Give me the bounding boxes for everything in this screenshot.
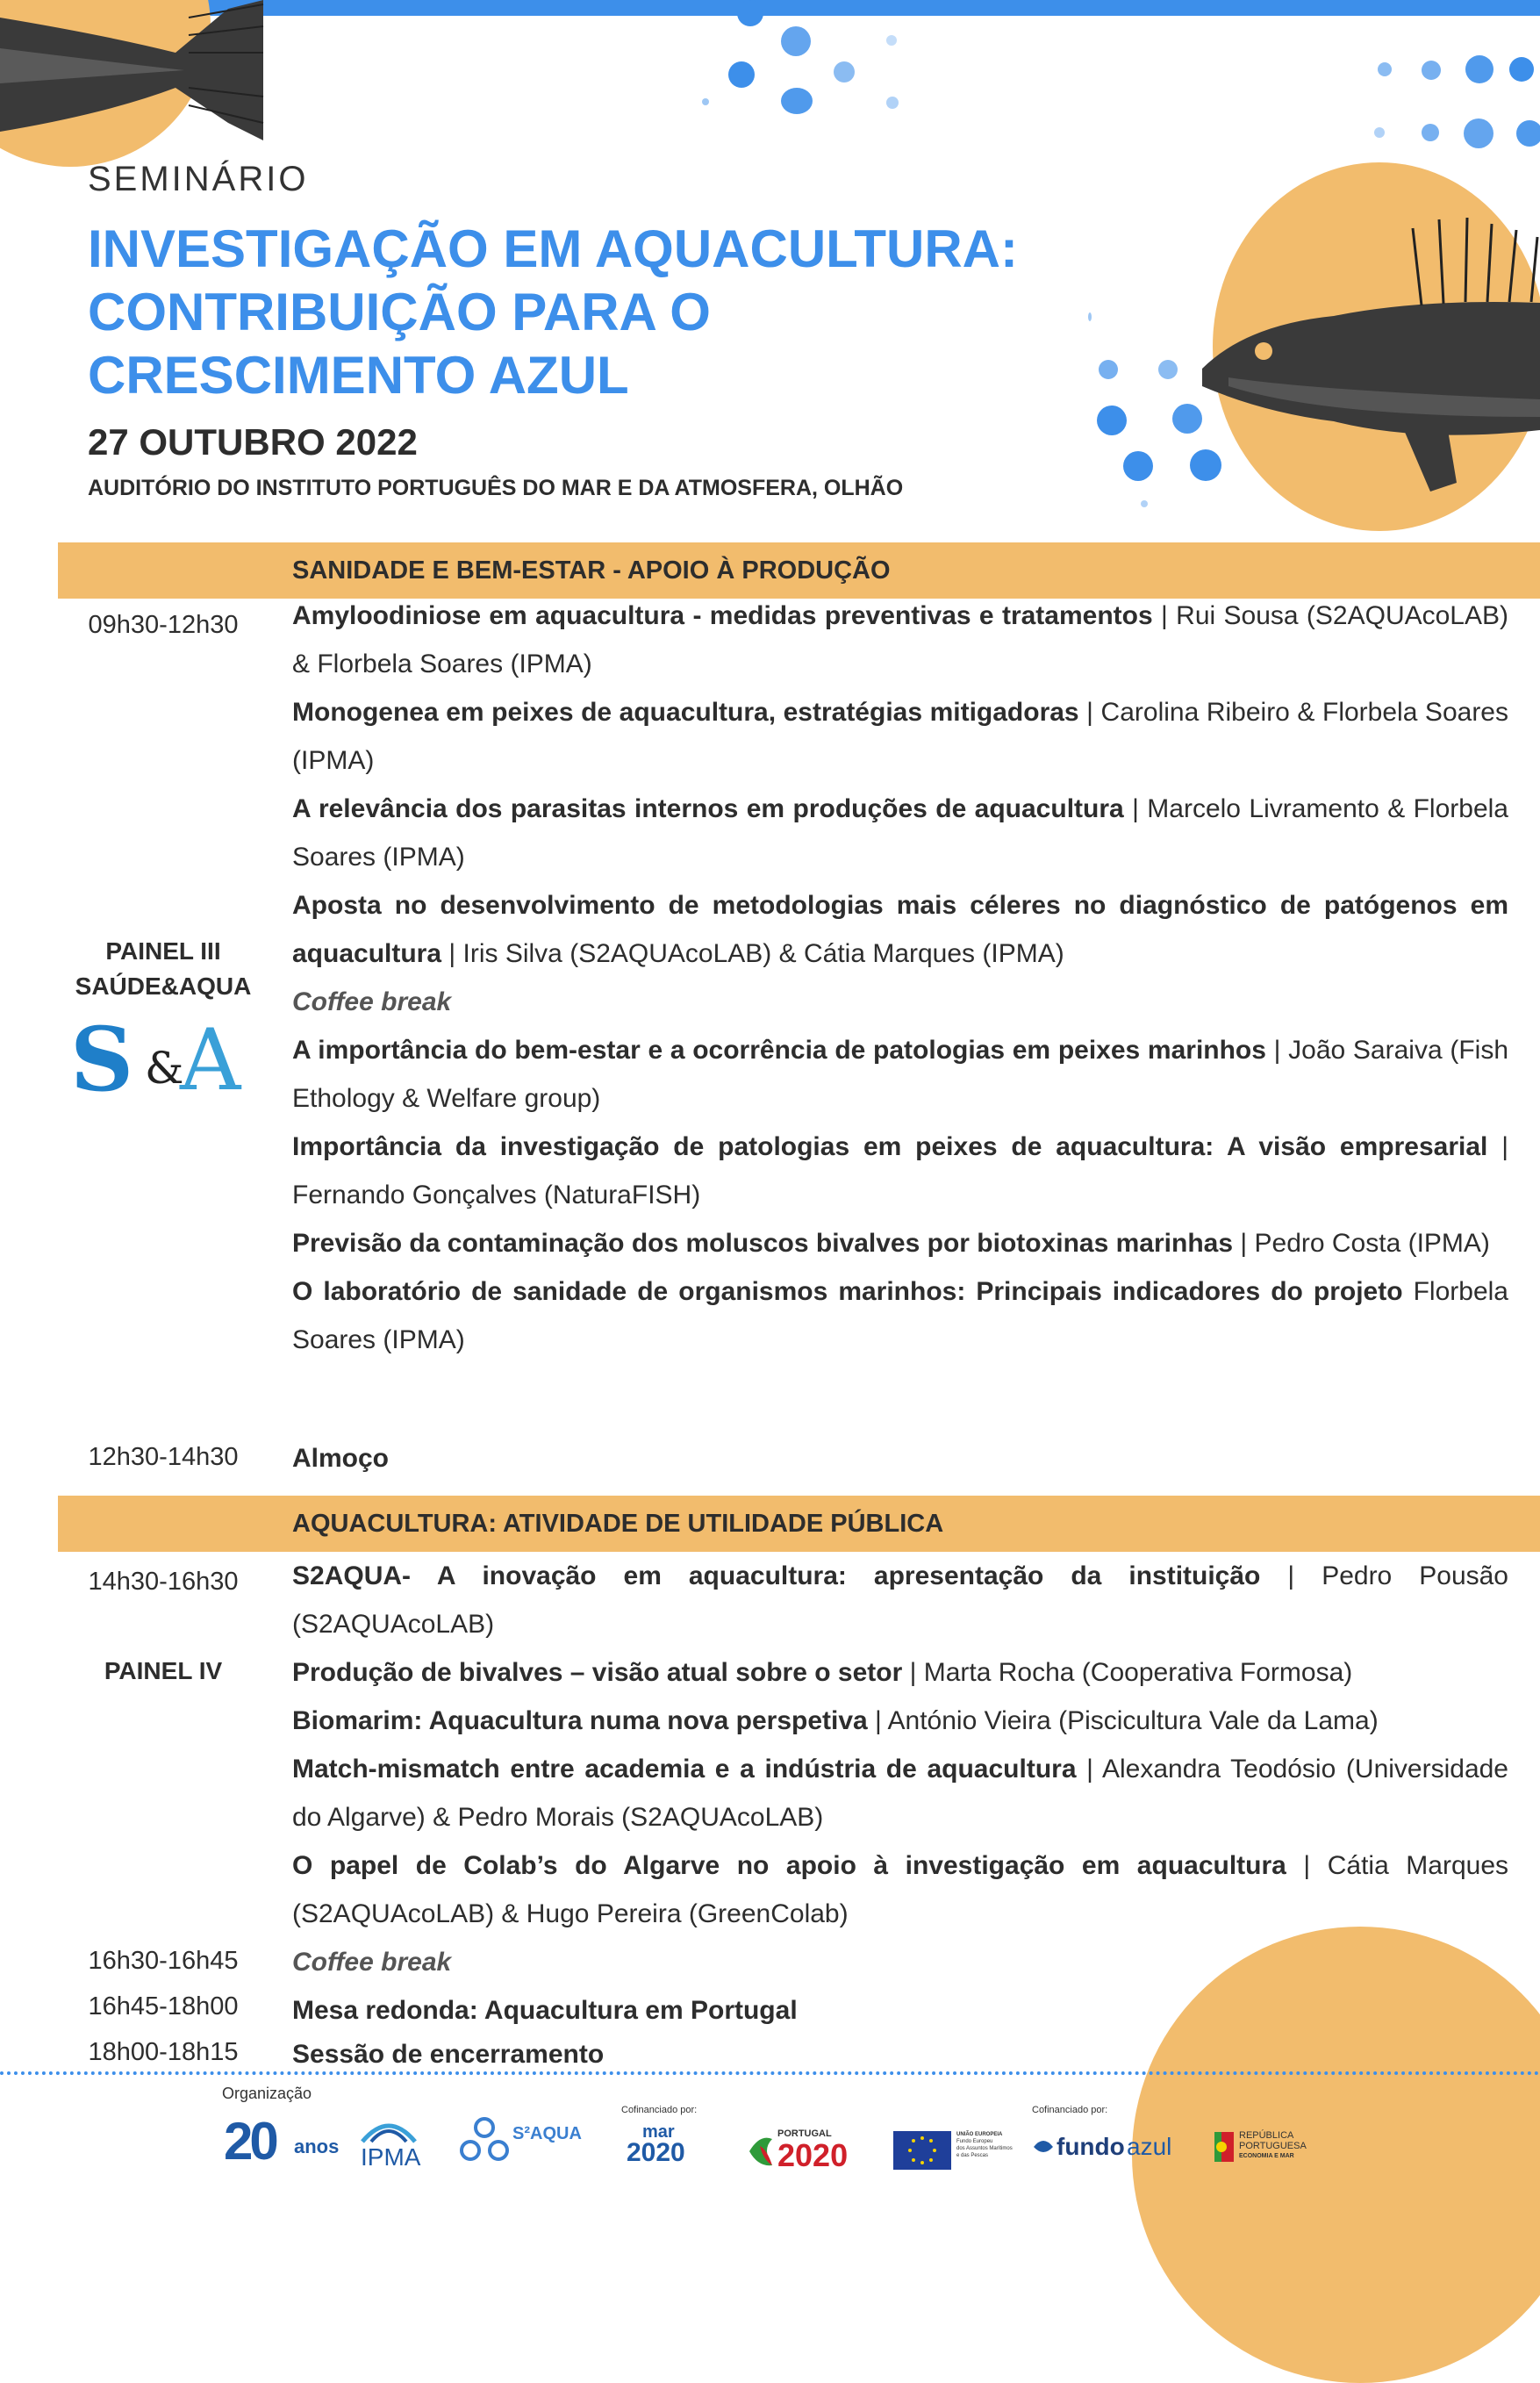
logo-republica-portuguesa: REPÚBLICA PORTUGUESA ECONOMIA E MAR: [1214, 2128, 1320, 2169]
program-item: S2AQUA- A inovação em aquacultura: apresentação da instituição | Pedro Pousão (S2AQUAcoLAB): [292, 1561, 1508, 1639]
program-item: Match-mismatch entre academia e a indústria de aquacultura | Alexandra Teodósio (Universidade do Algarve) & Pedro Morais (S2AQUAcoLAB): [292, 1755, 1508, 1832]
program-item: A importância do bem-estar e a ocorrência de patologias em peixes marinhos | João Saraiva (Fish Ethology & Welfare group): [292, 1036, 1508, 1113]
s2aqua-molecule-icon: [458, 2115, 511, 2164]
closing-round-table: Mesa redonda: Aquacultura em Portugal: [292, 1996, 798, 2025]
program-item: Previsão da contaminação dos moluscos bivalves por biotoxinas marinhas | Pedro Costa (IPMA): [292, 1229, 1490, 1258]
program-item: Aposta no desenvolvimento de metodologias mais céleres no diagnóstico de patógenos em aquacultura | Iris Silva (S2AQUAcoLAB) & Cátia Marques (IPMA): [292, 891, 1508, 968]
program-item: Importância da investigação de patologias em peixes de aquacultura: A visão empresarial | Fernando Gonçalves (NaturaFISH): [292, 1132, 1508, 1209]
closing-coffee-break: Coffee break: [292, 1948, 452, 1977]
fish-tail-illustration: [0, 0, 272, 167]
ipma-wave-icon: [358, 2114, 419, 2143]
lunch-label: Almoço: [292, 1444, 390, 1473]
cofinanciado-label: Cofinanciado por:: [621, 2105, 698, 2115]
program-item: Monogenea em peixes de aquacultura, estratégias mitigadoras | Carolina Ribeiro & Florbela Soares (IPMA): [292, 698, 1508, 775]
title-line: INVESTIGAÇÃO EM AQUACULTURA:: [88, 219, 1018, 278]
logo-fundo-azul: fundo azul: [1032, 2128, 1181, 2163]
cofinanciado-label: Cofinanciado por:: [1032, 2105, 1108, 2115]
session-time: 09h30-12h30: [88, 611, 239, 639]
panel-label: PAINEL III SAÚDE&AQUA: [75, 937, 252, 1000]
event-kicker: SEMINÁRIO: [88, 160, 309, 198]
logo-uniao-europeia: UNIÃO EUROPEIA Fundo Europeu dos Assuntos Marítimos e das Pescas: [893, 2131, 1025, 2171]
event-date: 27 OUTUBRO 2022: [88, 421, 418, 463]
session-time: 14h30-16h30: [88, 1568, 239, 1596]
closing-time: 16h45-18h00: [88, 1992, 239, 2021]
program-item: Biomarim: Aquacultura numa nova perspetiva | António Vieira (Piscicultura Vale da Lama): [292, 1706, 1379, 1735]
republica-emblem-icon: [1214, 2132, 1234, 2162]
logo-mar2020: mar 2020: [627, 2122, 685, 2167]
footer-divider: [0, 2071, 1540, 2075]
logo-s2aqua: S²AQUA: [458, 2115, 581, 2168]
session2-program: [292, 1552, 1508, 1938]
closing-time: 18h00-18h15: [88, 2038, 239, 2066]
program-item: A relevância dos parasitas internos em produções de aquacultura | Marcelo Livramento & Florbela Soares (IPMA): [292, 794, 1508, 872]
fish-illustration: [1193, 202, 1540, 500]
title-line: CRESCIMENTO AZUL: [88, 346, 629, 405]
bubble-cluster-top: [702, 0, 948, 123]
logo-ipma: IPMA: [358, 2114, 419, 2173]
event-title: [88, 218, 1141, 407]
program-item: O papel de Colab’s do Algarve no apoio à investigação em aquacultura | Cátia Marques (S2AQUAcoLAB) & Hugo Pereira (GreenColab): [292, 1851, 1509, 1928]
title-line: CONTRIBUIÇÃO PARA O: [88, 283, 711, 341]
session-heading-band: [58, 542, 1540, 599]
fundo-azul-wave-icon: [1032, 2135, 1055, 2157]
closing-time: 16h30-16h45: [88, 1947, 239, 1975]
program-item: Amyloodiniose em aquacultura - medidas preventivas e tratamentos | Rui Sousa (S2AQUAcoLAB) & Florbela Soares (IPMA): [292, 601, 1508, 678]
organizacao-label: Organização: [222, 2085, 312, 2102]
saude-aqua-logo: S & A: [70, 1008, 241, 1111]
program-item: Produção de bivalves – visão atual sobre o setor | Marta Rocha (Cooperativa Formosa): [292, 1658, 1353, 1687]
portugal2020-mark-icon: [748, 2134, 774, 2169]
lunch-time: 12h30-14h30: [88, 1443, 239, 1471]
session-heading-band: [58, 1496, 1540, 1552]
event-venue: AUDITÓRIO DO INSTITUTO PORTUGUÊS DO MAR E DA ATMOSFERA, OLHÃO: [88, 476, 904, 500]
session-heading: AQUACULTURA: ATIVIDADE DE UTILIDADE PÚBLICA: [292, 1510, 944, 1538]
session1-program: [292, 592, 1508, 1364]
logo-portugal2020: PORTUGAL 2020: [748, 2128, 879, 2174]
program-item: O laboratório de sanidade de organismos marinhos: Principais indicadores do projeto Florbela Soares (IPMA): [292, 1277, 1508, 1354]
panel-label: PAINEL IV: [104, 1657, 223, 1684]
eu-flag-icon: [893, 2131, 951, 2170]
coffee-break: Coffee break: [292, 987, 452, 1016]
logo-20-anos: 20 anos: [224, 2112, 340, 2171]
session-heading: SANIDADE E BEM-ESTAR - APOIO À PRODUÇÃO: [292, 556, 891, 585]
closing-session: Sessão de encerramento: [292, 2040, 605, 2069]
